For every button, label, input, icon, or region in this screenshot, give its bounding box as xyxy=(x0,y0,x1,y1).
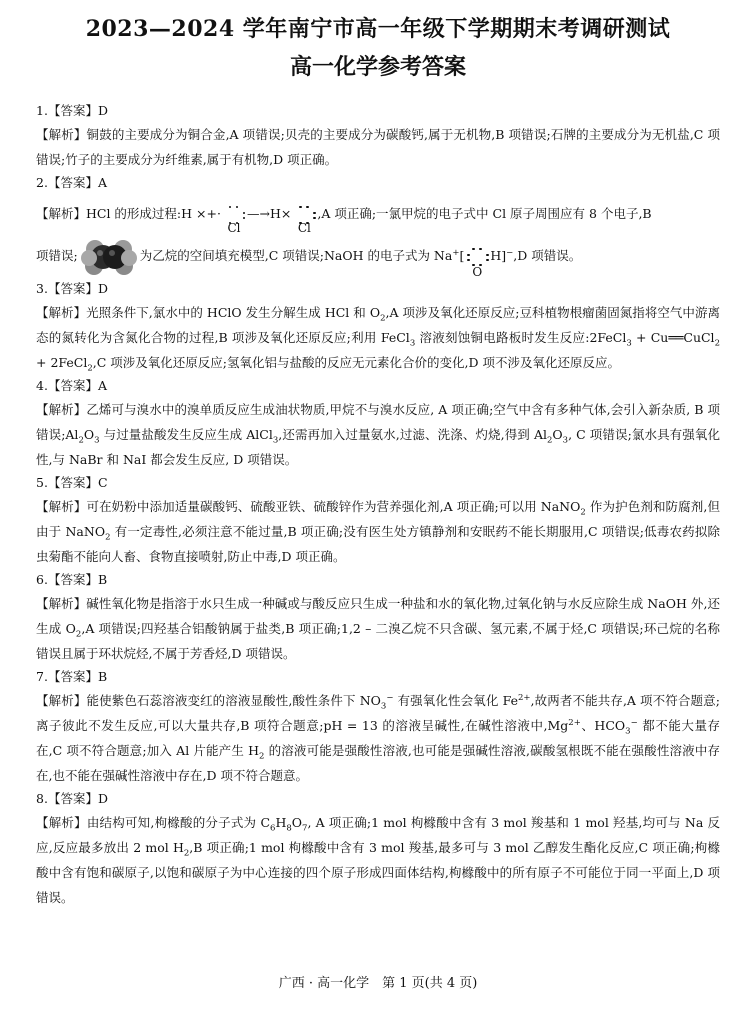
answer-label: 【答案】B xyxy=(47,669,108,684)
answer-label: 【答案】A xyxy=(47,175,107,190)
explanation-line-1: 【解析】HCl 的形成过程:H ×+· Cl —→H× Cl ,A 项正确;一氯甲烷的电子式中 Cl 原子周围应有 8 个电子,B xyxy=(36,194,720,234)
explanation: 【解析】铜鼓的主要成分为铜合金,A 项错误;贝壳的主要成分为碳酸钙,属于无机物,B 项错误;石牌的主要成分为无机盐,C 项错误;竹子的主要成分为纤维素,属于有机物,D 项正确。 xyxy=(36,127,720,167)
question-8 xyxy=(36,788,720,910)
answer-label: 【答案】D xyxy=(47,103,108,118)
question-number: 3. xyxy=(36,281,48,296)
exam-title: 2023—2024 学年南宁市高一年级下学期期末考调研测试 xyxy=(85,16,671,42)
question-number: 1. xyxy=(36,103,48,118)
explanation: 【解析】碱性氧化物是指溶于水只生成一种碱或与酸反应只生成一种盐和水的氧化物,过氧化钠与水反应除生成 NaOH 外,还生成 $O_2,A$ 项错误;四羟基合铝酸钠属于盐类,B 项正确;1,2 – 二溴乙烷不只含碳、氢元素,不属于烃,C 项错误;环己烷的名称错误且属于环状烷烃,不属于芳香烃,D 项错误。 xyxy=(36,596,720,661)
question-number: 6. xyxy=(36,572,48,587)
answer-label: 【答案】B xyxy=(47,572,108,587)
question-1 xyxy=(36,100,720,172)
answer-label: 【答案】D xyxy=(47,791,108,806)
answer-label: 【答案】A xyxy=(47,378,107,393)
question-2 xyxy=(36,172,720,278)
question-6 xyxy=(36,569,720,666)
explanation: 【解析】光照条件下,氯水中的 HClO 发生分解生成 HCl 和 $O_2,A$ 项涉及氧化还原反应;豆科植物根瘤菌固氮指将空气中游离态的氮转化为含氮化合物的过程,B 项涉及氧化还原反应;利用 FeCl$_3$ 溶液刻蚀铜电路板时发生反应:2FeCl$_3$ + Cu══CuCl$_2$ + 2FeCl$_2$,C 项涉及氧化还原反应;氢氧化铝与盐酸的反应无元素化合价的变化,D 项不涉及氧化还原反应。 xyxy=(36,305,720,374)
question-number: 7. xyxy=(36,669,48,684)
chlorine-electron-dots: Cl xyxy=(223,204,245,226)
question-3 xyxy=(36,278,720,375)
explanation: 【解析】能使紫色石蕊溶液变红的溶液显酸性,酸性条件下 $NO_3^-$ 有强氧化性会氧化 $Fe^{2+}$,故两者不能共存,A 项不符合题意;离子彼此不发生反应,可以大量共存,B 项符合题意;pH = 13 的溶液呈碱性,在碱性溶液中$,Mg^{2+}$、$HCO_3^-$ 都不能大量存在,C 项不符合题意;加入 Al 片能产生 $H_2$ 的溶液可能是强酸性溶液,也可能是强碱性溶液,碳酸氢根既不能在强酸性溶液中存在,也不能在强碱性溶液中存在,D 项不符合题意。 xyxy=(36,692,720,783)
question-number: 4. xyxy=(36,378,48,393)
question-7 xyxy=(36,666,720,788)
question-4 xyxy=(36,375,720,472)
question-number: 8. xyxy=(36,791,48,806)
question-5 xyxy=(36,472,720,569)
answer-label: 【答案】C xyxy=(47,475,108,490)
explanation: 【解析】由结构可知,枸橼酸的分子式为 $C_6H_8O_7$, A 项正确;1 mol 枸橼酸中含有 3 mol 羧基和 1 mol 羟基,均可与 Na 反应,反应最多放出 2 mol $H_2,B$ 项正确;1 mol 枸橼酸中含有 3 mol 羧基,最多可与 3 mol 乙醇发生酯化反应,C 项正确;枸橼酸中含有饱和碳原子,以饱和碳原子为中心连接的四个原子形成四面体结构,枸橼酸中的所有原子不可能位于同一平面上,D 项错误。 xyxy=(36,815,720,905)
hydroxide-electron-dots: O xyxy=(466,246,488,268)
answer-key-subtitle: 高一化学参考答案 xyxy=(289,55,466,80)
explanation: 【解析】可在奶粉中添加适量碳酸钙、硫酸亚铁、硫酸锌作为营养强化剂,A 项正确;可以用 NaNO$_2$ 作为护色剂和防腐剂,但由于 NaNO$_2$ 有一定毒性,必须注意不能过量,B 项正确;没有医生处方镇静剂和安眠药不能长期服用,C 项错误;低毒农药拟除虫菊酯不能向人畜、食物直接喷射,防止中毒,D 项正确。 xyxy=(36,499,720,564)
ethane-space-filling-model-icon xyxy=(81,237,137,277)
answer-label: 【答案】D xyxy=(47,281,108,296)
question-number: 5. xyxy=(36,475,48,490)
answer-content xyxy=(36,100,720,910)
question-number: 2. xyxy=(36,175,48,190)
page-footer: 广西 · 高一化学 第 1 页(共 4 页) xyxy=(278,976,478,991)
hcl-electron-dots: Cl xyxy=(293,204,315,226)
explanation-line-2: 项错误; 为乙烷的空间填充模型,C 项错误;NaOH 的电子式为 Na+[ O H]−,D 项错误。 xyxy=(36,234,720,278)
explanation: 【解析】乙烯可与溴水中的溴单质反应生成油状物质,甲烷不与溴水反应, A 项正确;空气中含有多种气体,会引入新杂质, B 项错误$;Al_2O_3$ 与过量盐酸发生反应生成 AlCl$_3$,还需再加入过量氨水,过滤、洗涤、灼烧,得到 $Al_2O_3$, C 项错误;氯水具有强氧化性,与 NaBr 和 NaI 都会发生反应, D 项错误。 xyxy=(36,402,720,467)
